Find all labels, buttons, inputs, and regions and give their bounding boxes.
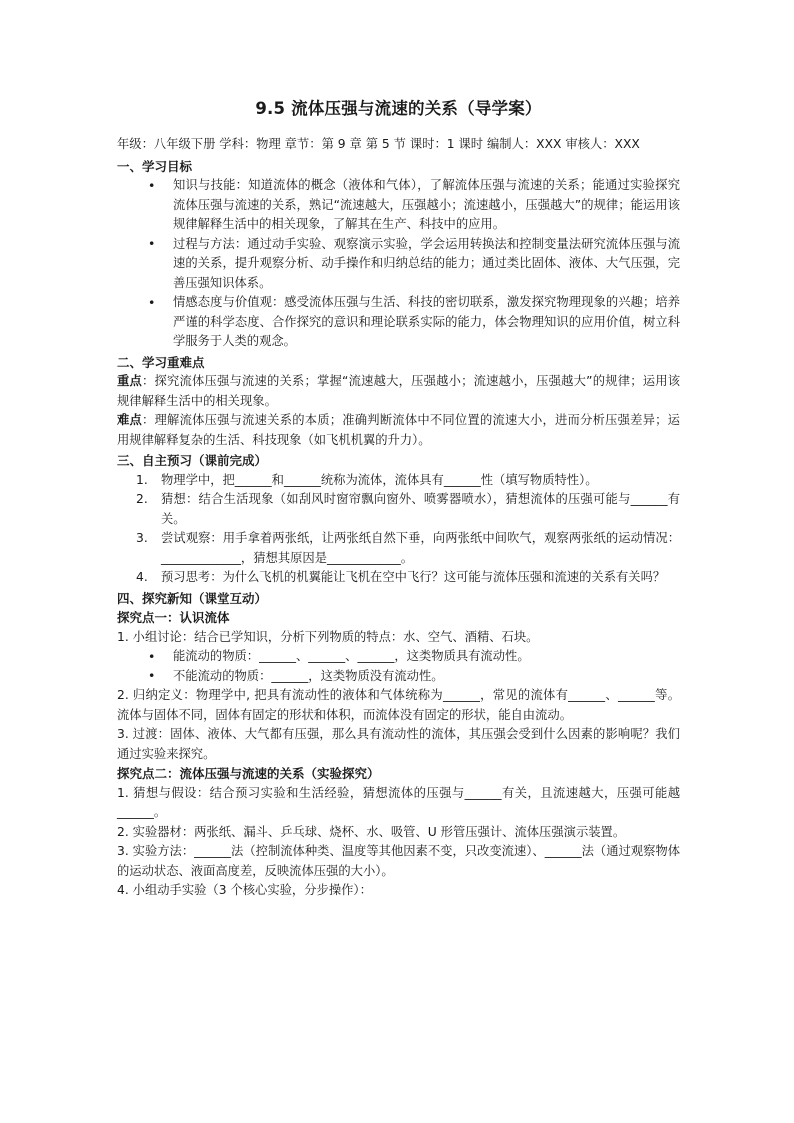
document-metadata: 年级：八年级下册 学科：物理 章节：第 9 章 第 5 节 课时：1 课时 编制人：XXX 审核人：XXX xyxy=(117,137,640,151)
section-preview xyxy=(117,451,680,588)
page-title: 9.5 流体压强与流速的关系（导学案） xyxy=(255,99,542,118)
difficult-point-text: ：理解流体压强与流速关系的本质；准确判断流体中不同位置的流速大小，进而分析压强差异；运用规律解释复杂的生活、科技现象（如飞机机翼的升力）。 xyxy=(117,413,680,447)
section-heading-objectives: 一、学习目标 xyxy=(117,158,193,174)
list-item: • 过程与方法：通过动手实验、观察演示实验，学会运用转换法和控制变量法研究流体压强与流速的关系，提升观察分析、动手操作和归纳总结的能力；通过类比固体、液体、大气压强，完善压强知识体系。 xyxy=(117,235,680,294)
explore-point-one-bullets xyxy=(117,647,680,686)
explore-point-two-line-3: 3. 实验方法：______法（控制流体种类、温度等其他因素不变，只改变流速）、______法（通过观察物体的运动状态、液面高度差，反映流体压强的大小）。 xyxy=(117,844,680,878)
difficult-point-label: 难点 xyxy=(117,413,143,427)
section-heading-explore: 四、探究新知（课堂互动） xyxy=(117,590,268,606)
section-explore xyxy=(117,589,680,901)
preview-list xyxy=(117,471,680,588)
key-point-text: ：探究流体压强与流速的关系；掌握“流速越大，压强越小；流速越小，压强越大”的规律；运用该规律解释生活中的相关现象。 xyxy=(117,374,680,408)
list-item: 物理学中，把______和______统称为流体，流体具有______性（填写物质特性）。 xyxy=(161,472,598,487)
explore-point-one-line-3: 3. 过渡：固体、液体、大气都有压强，那么具有流动性的流体，其压强会受到什么因素的影响呢？我们通过实验来探究。 xyxy=(117,727,680,761)
key-point-paragraph xyxy=(117,372,680,411)
section-key-difficult xyxy=(117,353,680,451)
list-item: 猜想：结合生活现象（如刮风时窗帘飘向窗外、喷雾器喷水），猜想流体的压强可能与______有关。 xyxy=(161,492,680,526)
explore-point-one-line-2: 2. 归纳定义：物理学中, 把具有流动性的液体和气体统称为______，常见的流体有______、______等。流体与固体不同，固体有固定的形状和体积，而流体没有固定的形状，能自由流动。 xyxy=(117,688,680,722)
difficult-point-paragraph xyxy=(117,411,680,450)
section-heading-key-difficult: 二、学习重难点 xyxy=(117,354,205,370)
section-heading-preview: 三、自主预习（课前完成） xyxy=(117,453,268,468)
list-item: 尝试观察：用手拿着两张纸，让两张纸自然下垂，向两张纸中间吹气，观察两张纸的运动情况：_____________，猜想其原因是____________。 xyxy=(161,531,680,565)
list-item: • 能流动的物质：______、______、______，这类物质具有流动性。 xyxy=(117,647,680,667)
list-item: • 情感态度与价值观：感受流体压强与生活、科技的密切联系，激发探究物理现象的兴趣；培养严谨的科学态度、合作探究的意识和理论联系实际的能力，体会物理知识的应用价值，树立科学服务于人类的观念。 xyxy=(117,293,680,352)
objectives-list xyxy=(117,176,680,352)
key-point-label: 重点 xyxy=(117,374,143,388)
explore-point-two-line-2: 2. 实验器材：两张纸、漏斗、乒乓球、烧杯、水、吸管、U 形管压强计、流体压强演示装置。 xyxy=(117,824,626,839)
explore-point-one-line-1: 1. 小组讨论：结合已学知识，分析下列物质的特点：水、空气、酒精、石块。 xyxy=(117,629,539,644)
section-objectives xyxy=(117,157,680,352)
list-item: • 不能流动的物质：______，这类物质没有流动性。 xyxy=(117,667,680,687)
subheading-explore-point-two: 探究点二：流体压强与流速的关系（实验探究） xyxy=(117,766,380,781)
list-item: • 知识与技能：知道流体的概念（液体和气体），了解流体压强与流速的关系；能通过实验探究流体压强与流速的关系，熟记“流速越大，压强越小；流速越小，压强越大”的规律；能运用该规律解释生活中的相关现象，了解其在生产、科技中的应用。 xyxy=(117,176,680,235)
subheading-explore-point-one: 探究点一：认识流体 xyxy=(117,610,230,625)
list-item: 预习思考：为什么飞机的机翼能让飞机在空中飞行？这可能与流体压强和流速的关系有关吗？ xyxy=(161,570,666,584)
explore-point-two-line-4: 4. 小组动手实验（3 个核心实验，分步操作）： xyxy=(117,883,372,897)
explore-point-two-line-1: 1. 猜想与假设：结合预习实验和生活经验，猜想流体的压强与______有关，且流速越大，压强可能越______。 xyxy=(117,785,680,819)
